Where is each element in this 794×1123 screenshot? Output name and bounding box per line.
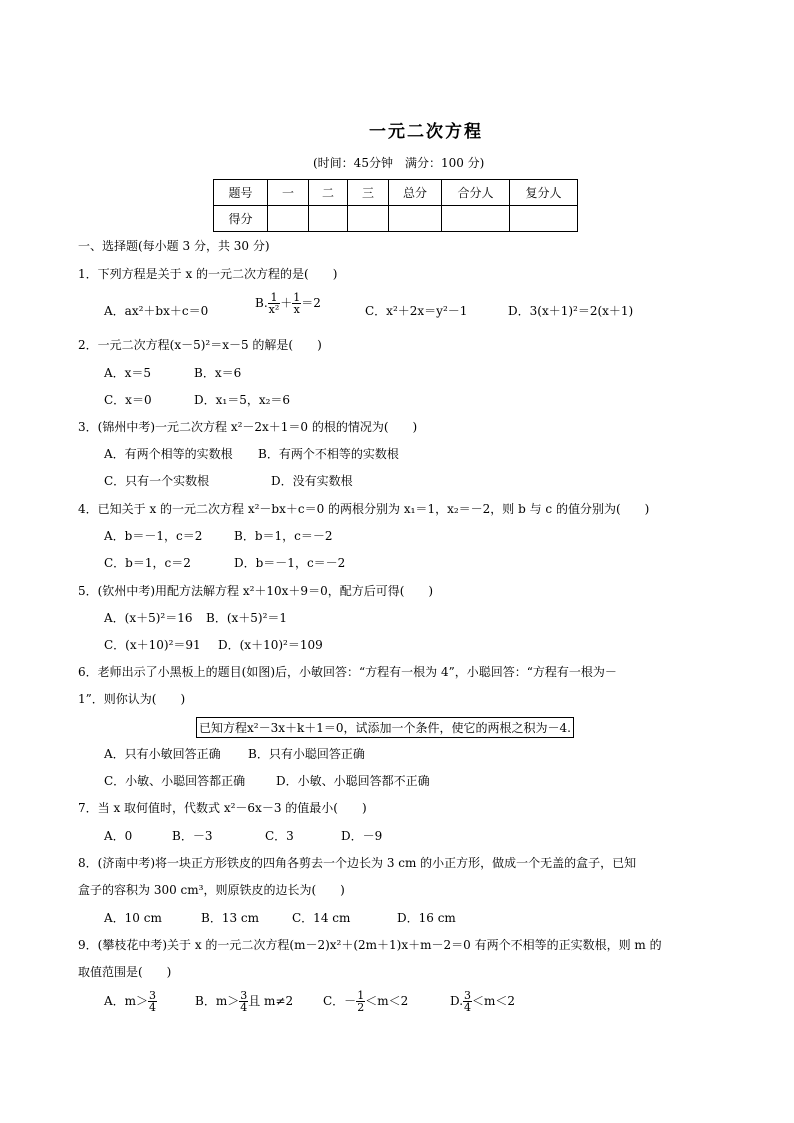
score-table-cell: [442, 206, 510, 232]
option-suffix: ＜m＜2: [472, 994, 516, 1008]
question-5-option-a: A．(x＋5)²＝16: [104, 611, 193, 625]
fraction-denominator: x²: [268, 303, 280, 316]
fraction-numerator: 1: [268, 292, 281, 304]
question-1-option-d: D．3(x＋1)²＝2(x＋1): [508, 304, 634, 318]
score-table-cell: [268, 206, 309, 232]
score-table-header-cell: 题号: [214, 180, 268, 206]
question-5-option-d: D．(x＋10)²＝109: [218, 638, 323, 652]
question-4-option-c: C．b＝1，c＝2: [104, 556, 191, 570]
option-suffix: 且 m≠2: [248, 994, 294, 1008]
score-table-cell: [309, 206, 348, 232]
option-prefix: A．m＞: [104, 994, 149, 1008]
question-3-option-d: D．没有实数根: [271, 474, 353, 488]
question-8-stem-line-1: 8．(济南中考)将一块正方形铁皮的四角各剪去一个边长为 3 cm 的小正方形，做成一个无盖的盒子，已知: [78, 856, 637, 870]
exam-info: (时间：45分钟 满分：100 分): [313, 156, 485, 170]
fraction-numerator: 1: [293, 291, 301, 304]
option-prefix: B．m＞: [195, 994, 240, 1008]
question-2-stem: 2．一元二次方程(x－5)²＝x－5 的解是( ): [78, 338, 322, 352]
score-table-header-cell: 总分: [389, 180, 442, 206]
question-1-stem: 1．下列方程是关于 x 的一元二次方程的是( ): [78, 267, 338, 281]
option-suffix: ＜m＜2: [365, 994, 409, 1008]
score-table-score-row: [214, 206, 578, 232]
option-b-prefix: B.: [255, 296, 268, 310]
blackboard-question: 已知方程x²－3x＋k＋1＝0，试添加一个条件，使它的两根之积为－4.: [196, 717, 574, 738]
plus-sign: ＋: [280, 296, 293, 310]
score-table-row-label: 得分: [214, 206, 268, 232]
question-9-option-b: [195, 990, 293, 1013]
question-6-option-b: B．只有小聪回答正确: [248, 747, 365, 761]
question-3-option-c: C．只有一个实数根: [104, 474, 210, 488]
question-8-option-a: A．10 cm: [104, 911, 162, 925]
question-2-option-a: A．x＝5: [104, 366, 152, 380]
fraction-denominator: 2: [357, 1001, 365, 1014]
question-7-option-b: B．－3: [172, 829, 213, 843]
question-6-option-c: C．小敏、小聪回答都正确: [104, 774, 246, 788]
question-9-stem-line-1: 9．(攀枝花中考)关于 x 的一元二次方程(m－2)x²＋(2m＋1)x＋m－2＝0 有两个不相等的正实数根，则 m 的: [78, 938, 662, 952]
question-6-option-a: A．只有小敏回答正确: [104, 747, 221, 761]
question-7-option-c: C．3: [265, 829, 294, 843]
score-table-header-cell: 合分人: [442, 180, 510, 206]
question-4-option-d: D．b＝－1，c＝－2: [234, 556, 346, 570]
question-9-option-d: [450, 990, 515, 1013]
question-6-stem-line-1: 6．老师出示了小黑板上的题目(如图)后，小敏回答：“方程有一根为 4”，小聪回答：“方程有一根为－: [78, 665, 617, 679]
question-1-option-c: C．x²＋2x＝y²－1: [365, 304, 468, 318]
fraction: [356, 990, 365, 1013]
fraction: [463, 990, 472, 1013]
question-2-option-d: D．x₁＝5，x₂＝6: [194, 393, 291, 407]
question-2-option-b: B．x＝6: [194, 366, 242, 380]
question-9-option-a: [104, 990, 157, 1013]
question-5-option-b: B．(x＋5)²＝1: [206, 611, 288, 625]
question-8-stem-line-2: 盒子的容积为 300 cm³，则原铁皮的边长为( ): [78, 883, 345, 897]
score-table-header-cell: 复分人: [510, 180, 578, 206]
fraction-numerator: 3: [240, 989, 248, 1002]
option-b-suffix: ＝2: [301, 296, 321, 310]
question-4-stem: 4．已知关于 x 的一元二次方程 x²－bx＋c＝0 的两根分别为 x₁＝1，x₂＝－2，则 b 与 c 的值分别为( ): [78, 502, 650, 516]
question-8-option-b: B．13 cm: [201, 911, 260, 925]
question-4-option-a: A．b＝－1，c＝2: [104, 529, 203, 543]
score-table-cell: [510, 206, 578, 232]
question-3-option-b: B．有两个不相等的实数根: [258, 447, 399, 461]
question-9-stem-line-2: 取值范围是( ): [78, 965, 172, 979]
question-6-option-d: D．小敏、小聪回答都不正确: [276, 774, 430, 788]
question-7-option-d: D．－9: [341, 829, 383, 843]
fraction: [148, 990, 157, 1013]
question-5-option-c: C．(x＋10)²＝91: [104, 638, 201, 652]
score-table-header-row: [214, 180, 578, 206]
fraction-denominator: x: [293, 303, 300, 316]
fraction-numerator: 3: [149, 989, 157, 1002]
fraction-denominator: 4: [149, 1001, 157, 1014]
section-heading: 一、选择题(每小题 3 分，共 30 分): [78, 239, 270, 253]
question-7-stem: 7．当 x 取何值时，代数式 x²－6x－3 的值最小( ): [78, 801, 367, 815]
fraction: [268, 292, 281, 315]
score-table-header-cell: 一: [268, 180, 309, 206]
fraction: [239, 990, 248, 1013]
question-2-option-c: C．x＝0: [104, 393, 152, 407]
question-3-stem: 3．(锦州中考)一元二次方程 x²－2x＋1＝0 的根的情况为( ): [78, 420, 418, 434]
question-6-stem-line-2: 1”．则你认为( ): [78, 692, 186, 706]
question-5-stem: 5．(钦州中考)用配方法解方程 x²＋10x＋9＝0，配方后可得( ): [78, 584, 434, 598]
fraction-denominator: 4: [240, 1001, 248, 1014]
fraction-numerator: 3: [464, 989, 472, 1002]
fraction-denominator: 4: [464, 1001, 472, 1014]
question-1-option-a: A．ax²＋bx＋c＝0: [104, 304, 209, 318]
page-title: 一元二次方程: [369, 122, 483, 142]
question-9-option-c: [323, 990, 408, 1013]
question-1-option-b: [255, 292, 321, 315]
fraction-numerator: 1: [357, 989, 365, 1002]
score-table-header-cell: 二: [309, 180, 348, 206]
question-4-option-b: B．b＝1，c＝－2: [234, 529, 333, 543]
question-8-option-c: C．14 cm: [292, 911, 351, 925]
score-table: [213, 179, 578, 232]
fraction: [292, 292, 301, 315]
option-prefix: D.: [450, 994, 464, 1008]
score-table-cell: [348, 206, 389, 232]
question-3-option-a: A．有两个相等的实数根: [104, 447, 233, 461]
score-table-cell: [389, 206, 442, 232]
question-7-option-a: A．0: [104, 829, 133, 843]
question-8-option-d: D．16 cm: [397, 911, 456, 925]
option-prefix: C．－: [323, 994, 357, 1008]
score-table-header-cell: 三: [348, 180, 389, 206]
